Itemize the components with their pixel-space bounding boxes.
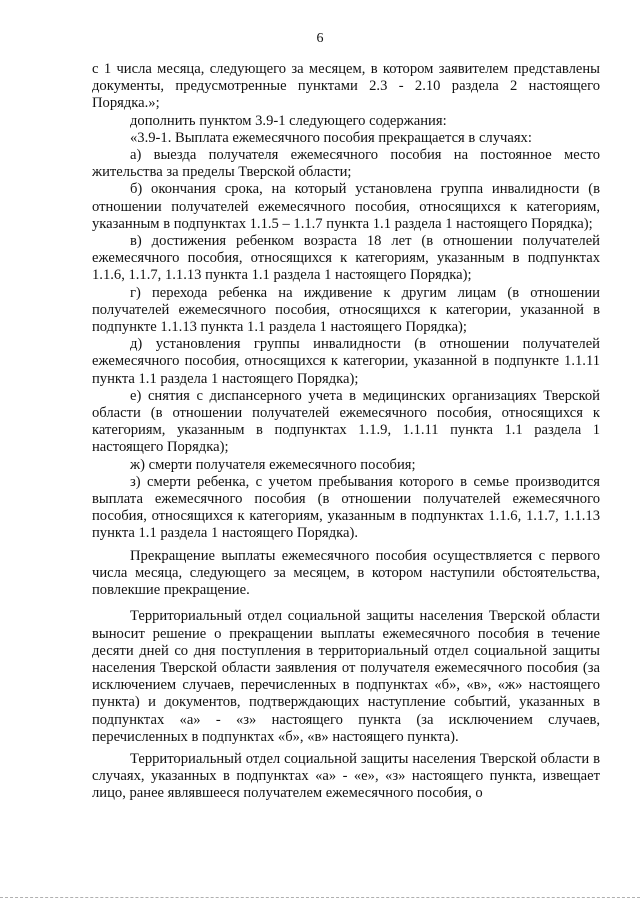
document-body (92, 61, 600, 803)
paragraph-item-a: а) выезда получателя ежемесячного пособия на постоянное место жительства за пределы Тверской области; (92, 147, 600, 181)
paragraph-item-d: д) установления группы инвалидности (в отношении получателей ежемесячного пособия, относящихся к категории, указанной в подпункте 1.1.11 пункта 1.1 раздела 1 настоящего Порядка); (92, 336, 600, 387)
paragraph-continuation: с 1 числа месяца, следующего за месяцем, в котором заявителем представлены документы, предусмотренные пунктами 2.3 - 2.10 раздела 2 настоящего Порядка.»; (92, 61, 600, 112)
paragraph-item-e: е) снятия с диспансерного учета в медицинских организациях Тверской области (в отношении получателей ежемесячного пособия, относящихся к категориям, указанным в подпунктах 1.1.9, 1.1.11 пункта 1.1 раздела 1 настоящего Порядка); (92, 387, 600, 456)
paragraph-termination-date: Прекращение выплаты ежемесячного пособия осуществляется с первого числа месяца, следующего за месяцем, в котором наступили обстоятельства, повлекшие прекращение. (92, 547, 600, 599)
paragraph-amendment-intro: дополнить пунктом 3.9-1 следующего содержания: (130, 112, 447, 129)
paragraph-item-z: з) смерти ребенка, с учетом пребывания которого в семье производится выплата ежемесячного пособия (в отношении получателей ежемесячного пособия, относящихся к категориям, указанным в подпунктах 1.1.6, 1.1.7, 1.1.13 пункта 1.1 раздела 1 настоящего Порядка). (92, 473, 600, 542)
page-number: 6 (316, 31, 324, 46)
paragraph-item-b: б) окончания срока, на который установлена группа инвалидности (в отношении получателей ежемесячного пособия, относящихся к категориям, указанным в подпунктах 1.1.5 – 1.1.7 пункта 1.1 раздела 1 настоящего Порядка); (92, 181, 600, 232)
page-bottom-edge (0, 897, 640, 899)
paragraph-item-zh: ж) смерти получателя ежемесячного пособия; (130, 456, 416, 473)
paragraph-decision-procedure: Территориальный отдел социальной защиты населения Тверской области выносит решение о прекращении выплаты ежемесячного пособия в течение десяти дней со дня поступления в территориальный отдел социальной защиты населения Тверской области заявления от получателя ежемесячного пособия (за исключением случаев, перечисленных в подпунктах «б», «в», «ж» настоящего пункта) и документов, подтверждающих наступление событий, указанных в подпунктах «а» - «з» настоящего пункта (за исключением случаев, перечисленных в подпунктах «б», «в» настоящего пункта). (92, 608, 600, 745)
paragraph-notification: Территориальный отдел социальной защиты населения Тверской области в случаях, указанных в подпунктах «а» - «е», «з» настоящего пункта, извещает лицо, ранее являвшееся получателем ежемесячного пособия, о (92, 750, 600, 802)
paragraph-item-g: г) перехода ребенка на иждивение к другим лицам (в отношении получателей ежемесячного пособия, относящихся к категории, указанной в подпункте 1.1.13 пункта 1.1 раздела 1 настоящего Порядка); (92, 284, 600, 336)
paragraph-clause-3-9-1: «3.9-1. Выплата ежемесячного пособия прекращается в случаях: (130, 129, 532, 146)
paragraph-item-v: в) достижения ребенком возраста 18 лет (в отношении получателей ежемесячного пособия, относящихся к категориям, указанным в подпунктах 1.1.6, 1.1.7, 1.1.13 пункта 1.1 раздела 1 настоящего Порядка); (92, 233, 600, 284)
